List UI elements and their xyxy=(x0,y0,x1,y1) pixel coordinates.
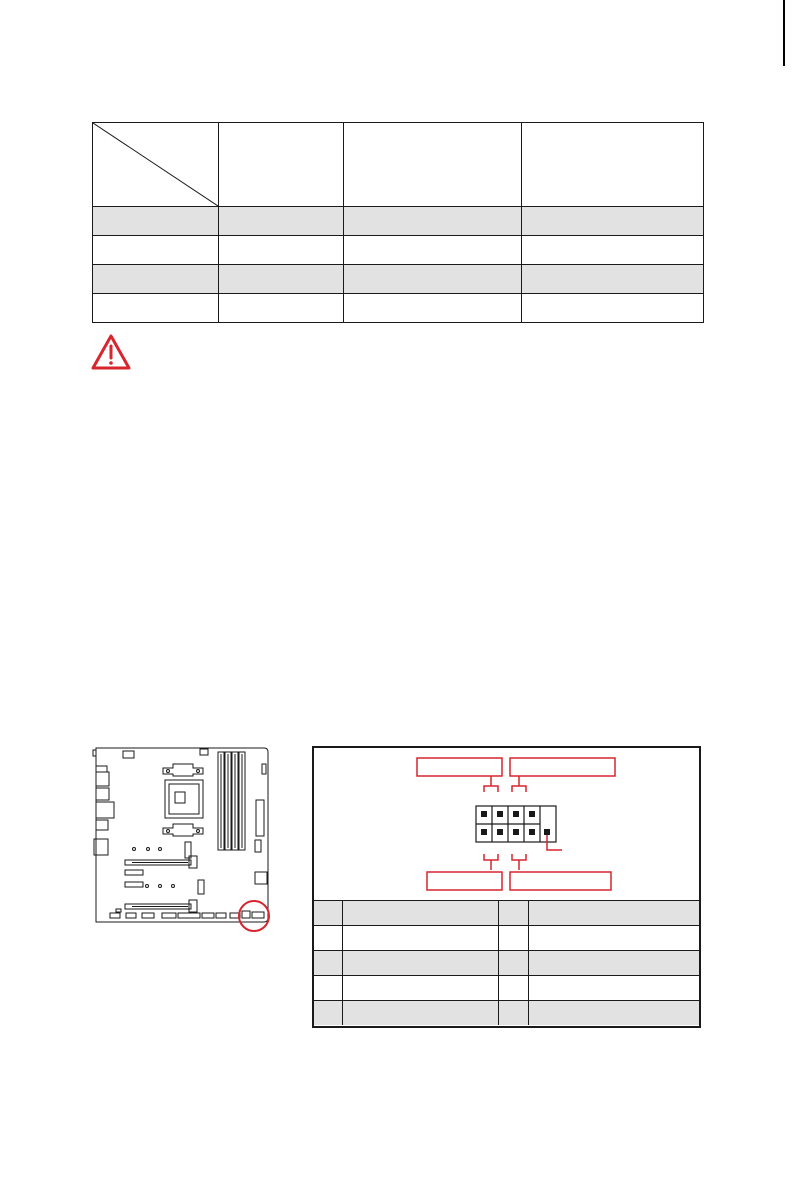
table-header-cell xyxy=(522,123,704,207)
table-cell xyxy=(522,207,704,236)
table-cell xyxy=(314,1001,342,1026)
table-header-cell xyxy=(219,123,344,207)
bottom-right-label-box xyxy=(510,872,611,890)
table-row xyxy=(314,926,699,951)
table-cell xyxy=(344,207,522,236)
table-cell xyxy=(314,926,342,951)
table-cell xyxy=(344,236,522,265)
table-row xyxy=(93,265,704,294)
table-cell xyxy=(219,236,344,265)
table-cell xyxy=(528,951,699,976)
motherboard-diagram xyxy=(92,744,272,934)
diagonal-corner-cell xyxy=(93,123,219,207)
top-right-label-box xyxy=(510,758,615,776)
table-row xyxy=(314,901,699,926)
table-cell xyxy=(342,951,498,976)
bottom-left-label-box xyxy=(427,872,502,890)
table-cell xyxy=(522,236,704,265)
table-cell xyxy=(342,976,498,1001)
table-cell xyxy=(342,1001,498,1026)
table-cell xyxy=(498,926,528,951)
table-cell xyxy=(93,265,219,294)
table-cell xyxy=(314,951,342,976)
table-cell xyxy=(219,265,344,294)
table-cell xyxy=(314,976,342,1001)
table-cell xyxy=(528,926,699,951)
table-cell xyxy=(522,294,704,323)
table-cell xyxy=(344,265,522,294)
table-cell xyxy=(498,1001,528,1026)
table-cell xyxy=(498,901,528,926)
table-cell xyxy=(528,976,699,1001)
table-cell xyxy=(498,976,528,1001)
table-row xyxy=(314,951,699,976)
table-row xyxy=(314,976,699,1001)
table-cell xyxy=(344,294,522,323)
table-cell xyxy=(93,294,219,323)
table-row xyxy=(93,236,704,265)
table-cell xyxy=(522,265,704,294)
table-header-row xyxy=(93,123,704,207)
header-pinout-panel xyxy=(312,746,701,1028)
table-cell xyxy=(342,926,498,951)
page-edge-mark xyxy=(783,0,785,66)
table-cell xyxy=(528,901,699,926)
table-cell xyxy=(528,1001,699,1026)
table-cell xyxy=(498,951,528,976)
table-header-cell xyxy=(344,123,522,207)
table-cell xyxy=(93,236,219,265)
table-cell xyxy=(342,901,498,926)
table-cell xyxy=(314,901,342,926)
warning-triangle-icon xyxy=(91,334,131,370)
table-cell xyxy=(219,294,344,323)
top-spec-table xyxy=(92,122,704,323)
table-cell xyxy=(219,207,344,236)
table-row xyxy=(314,1001,699,1026)
pin-definition-table xyxy=(314,900,699,1025)
top-left-label-box xyxy=(417,758,502,776)
table-row xyxy=(93,207,704,236)
header-pinout-graphic xyxy=(314,748,699,902)
table-cell xyxy=(93,207,219,236)
table-row xyxy=(93,294,704,323)
